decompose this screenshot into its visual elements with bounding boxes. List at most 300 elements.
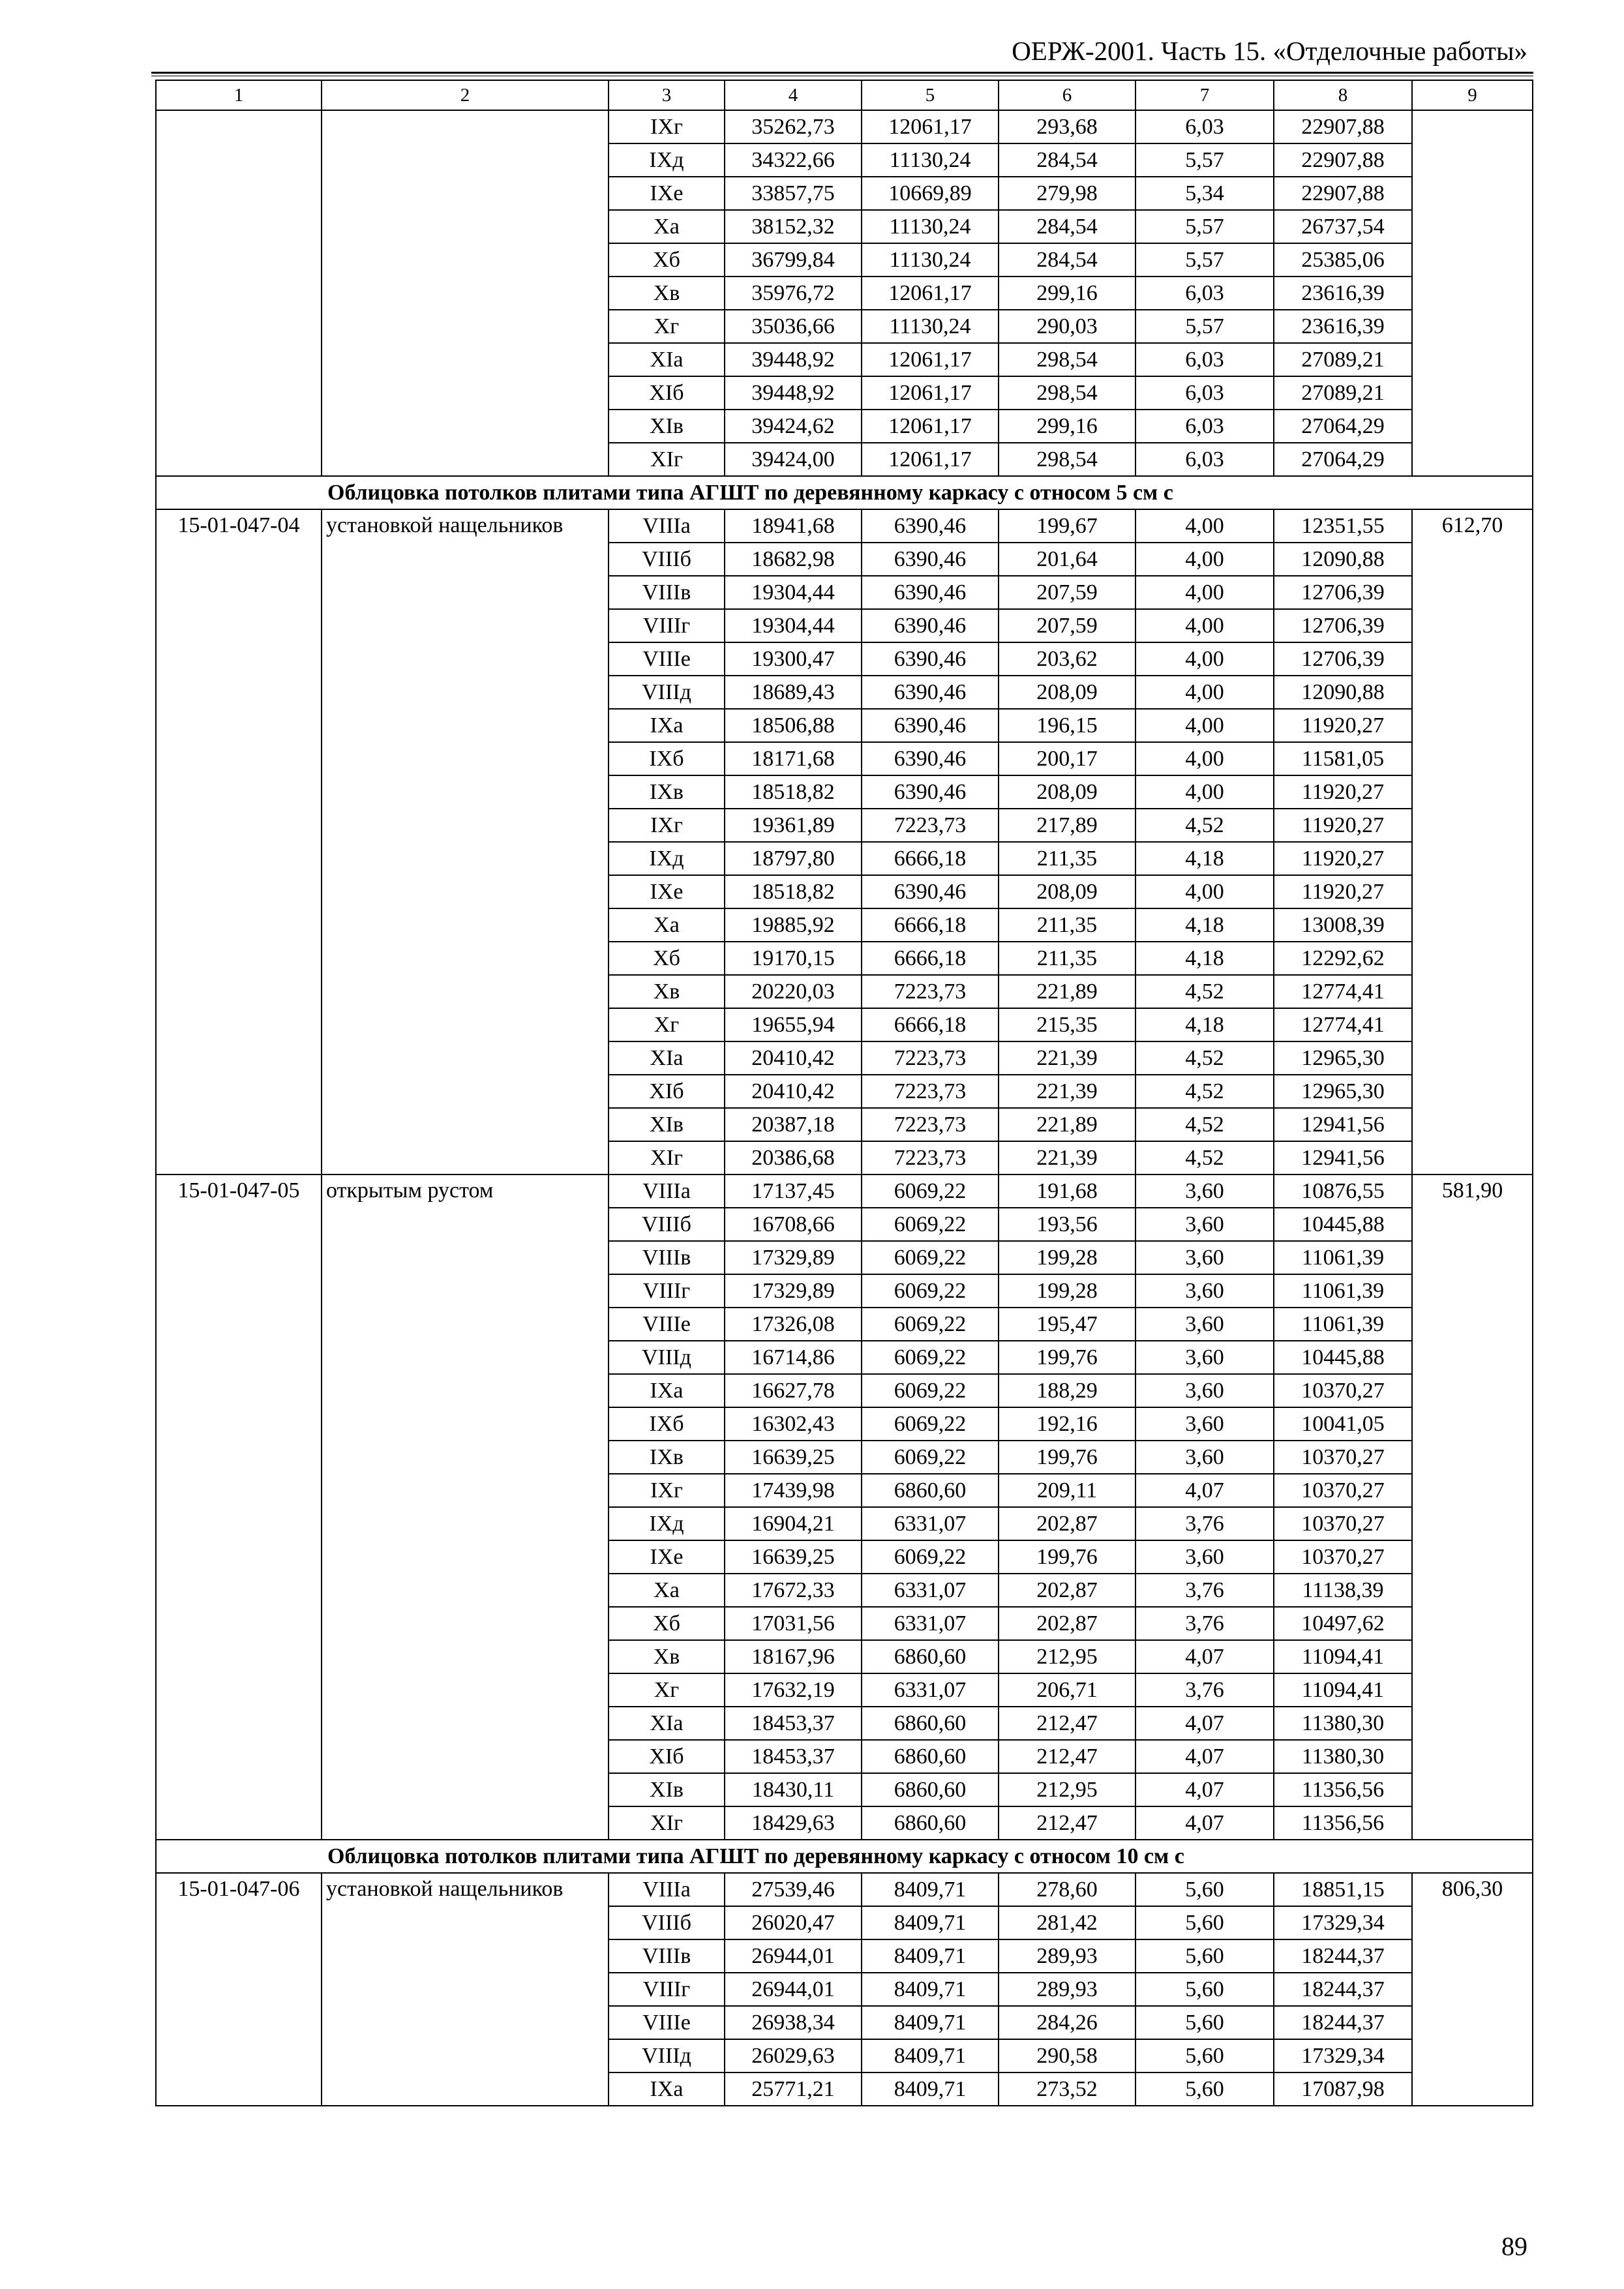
direct-cost-cell: 27539,46: [725, 1873, 862, 1906]
materials-cost-cell: 18851,15: [1274, 1873, 1412, 1906]
machinist-wage-cell: 4,52: [1135, 975, 1274, 1008]
materials-cost-cell: 12941,56: [1274, 1108, 1412, 1141]
category-cell: IXв: [609, 1441, 725, 1474]
machinist-wage-cell: 3,60: [1135, 1308, 1274, 1341]
section-heading-row: [156, 476, 1533, 509]
work-description-cell: установкой нащельников: [322, 509, 609, 1174]
direct-cost-cell: 18506,88: [725, 709, 862, 742]
materials-cost-cell: 17329,34: [1274, 1906, 1412, 1939]
direct-cost-cell: 18430,11: [725, 1773, 862, 1806]
machinist-wage-cell: 4,07: [1135, 1806, 1274, 1840]
category-cell: Xа: [609, 210, 725, 243]
table-row: [156, 509, 1533, 543]
labor-cost-cell: 6069,22: [862, 1174, 999, 1208]
labor-cost-cell: 6069,22: [862, 1441, 999, 1474]
machinist-wage-cell: 4,52: [1135, 1075, 1274, 1108]
machine-cost-cell: 221,89: [999, 1108, 1135, 1141]
direct-cost-cell: 18941,68: [725, 509, 862, 543]
labor-cost-cell: 6666,18: [862, 1008, 999, 1041]
direct-cost-cell: 19361,89: [725, 809, 862, 842]
machinist-wage-cell: 5,57: [1135, 243, 1274, 277]
labor-cost-cell: 12061,17: [862, 343, 999, 376]
labor-cost-cell: 6390,46: [862, 642, 999, 676]
labor-cost-cell: 8409,71: [862, 1939, 999, 1973]
category-cell: XIа: [609, 1707, 725, 1740]
machine-cost-cell: 209,11: [999, 1474, 1135, 1507]
labor-cost-cell: 6860,60: [862, 1640, 999, 1673]
category-cell: VIIIб: [609, 543, 725, 576]
materials-cost-cell: 11920,27: [1274, 775, 1412, 809]
machine-cost-cell: 203,62: [999, 642, 1135, 676]
machine-cost-cell: 193,56: [999, 1208, 1135, 1241]
rate-code-cell: 15-01-047-06: [156, 1873, 322, 2106]
materials-cost-cell: 10445,88: [1274, 1208, 1412, 1241]
category-cell: VIIIе: [609, 642, 725, 676]
materials-cost-cell: 27064,29: [1274, 443, 1412, 476]
direct-cost-cell: 19885,92: [725, 908, 862, 942]
machine-cost-cell: 202,87: [999, 1607, 1135, 1640]
table-row: [156, 1174, 1533, 1208]
machinist-wage-cell: 3,76: [1135, 1607, 1274, 1640]
labor-cost-cell: 7223,73: [862, 975, 999, 1008]
direct-cost-cell: 17137,45: [725, 1174, 862, 1208]
machine-cost-cell: 299,16: [999, 277, 1135, 310]
labor-hours-cell: [1412, 110, 1533, 476]
machinist-wage-cell: 4,07: [1135, 1474, 1274, 1507]
column-number-cell: 3: [609, 80, 725, 110]
machine-cost-cell: 212,47: [999, 1707, 1135, 1740]
labor-cost-cell: 11130,24: [862, 143, 999, 177]
labor-cost-cell: 10669,89: [862, 177, 999, 210]
machinist-wage-cell: 4,00: [1135, 543, 1274, 576]
materials-cost-cell: 11061,39: [1274, 1241, 1412, 1274]
direct-cost-cell: 18797,80: [725, 842, 862, 875]
machine-cost-cell: 298,54: [999, 376, 1135, 410]
machinist-wage-cell: 6,03: [1135, 443, 1274, 476]
labor-cost-cell: 6666,18: [862, 942, 999, 975]
materials-cost-cell: 12090,88: [1274, 676, 1412, 709]
labor-cost-cell: 6069,22: [862, 1341, 999, 1374]
machine-cost-cell: 208,09: [999, 875, 1135, 908]
materials-cost-cell: 18244,37: [1274, 1973, 1412, 2006]
direct-cost-cell: 34322,66: [725, 143, 862, 177]
machinist-wage-cell: 3,60: [1135, 1274, 1274, 1308]
materials-cost-cell: 10445,88: [1274, 1341, 1412, 1374]
machinist-wage-cell: 4,18: [1135, 942, 1274, 975]
machine-cost-cell: 199,28: [999, 1274, 1135, 1308]
machinist-wage-cell: 5,60: [1135, 2039, 1274, 2072]
machinist-wage-cell: 5,60: [1135, 1939, 1274, 1973]
direct-cost-cell: 16714,86: [725, 1341, 862, 1374]
materials-cost-cell: 10370,27: [1274, 1374, 1412, 1407]
direct-cost-cell: 39448,92: [725, 376, 862, 410]
machinist-wage-cell: 5,60: [1135, 2072, 1274, 2106]
materials-cost-cell: 12965,30: [1274, 1075, 1412, 1108]
machine-cost-cell: 201,64: [999, 543, 1135, 576]
machine-cost-cell: 290,03: [999, 310, 1135, 343]
machine-cost-cell: 211,35: [999, 842, 1135, 875]
machinist-wage-cell: 5,60: [1135, 2006, 1274, 2039]
machinist-wage-cell: 3,60: [1135, 1341, 1274, 1374]
materials-cost-cell: 11920,27: [1274, 709, 1412, 742]
labor-hours-cell: 581,90: [1412, 1174, 1533, 1840]
machine-cost-cell: 281,42: [999, 1906, 1135, 1939]
category-cell: VIIIе: [609, 1308, 725, 1341]
direct-cost-cell: 20220,03: [725, 975, 862, 1008]
direct-cost-cell: 26938,34: [725, 2006, 862, 2039]
column-number-cell: 7: [1135, 80, 1274, 110]
category-cell: VIIIг: [609, 1274, 725, 1308]
machine-cost-cell: 202,87: [999, 1507, 1135, 1540]
machinist-wage-cell: 4,18: [1135, 1008, 1274, 1041]
labor-cost-cell: 6069,22: [862, 1308, 999, 1341]
category-cell: VIIIд: [609, 676, 725, 709]
direct-cost-cell: 35262,73: [725, 110, 862, 143]
category-cell: XIа: [609, 343, 725, 376]
labor-cost-cell: 6860,60: [862, 1474, 999, 1507]
direct-cost-cell: 39424,00: [725, 443, 862, 476]
labor-cost-cell: 8409,71: [862, 1906, 999, 1939]
section-heading: Облицовка потолков плитами типа АГШТ по деревянному каркасу с относом 5 см с: [156, 476, 1533, 509]
labor-cost-cell: 7223,73: [862, 1041, 999, 1075]
category-cell: VIIIв: [609, 1939, 725, 1973]
labor-cost-cell: 8409,71: [862, 2039, 999, 2072]
labor-cost-cell: 7223,73: [862, 809, 999, 842]
materials-cost-cell: 11094,41: [1274, 1673, 1412, 1707]
labor-cost-cell: 12061,17: [862, 443, 999, 476]
direct-cost-cell: 16302,43: [725, 1407, 862, 1441]
machinist-wage-cell: 5,57: [1135, 310, 1274, 343]
direct-cost-cell: 19300,47: [725, 642, 862, 676]
machine-cost-cell: 211,35: [999, 908, 1135, 942]
machinist-wage-cell: 5,57: [1135, 210, 1274, 243]
machinist-wage-cell: 5,60: [1135, 1906, 1274, 1939]
machine-cost-cell: 215,35: [999, 1008, 1135, 1041]
column-number-cell: 5: [862, 80, 999, 110]
machinist-wage-cell: 6,03: [1135, 410, 1274, 443]
materials-cost-cell: 12292,62: [1274, 942, 1412, 975]
labor-cost-cell: 12061,17: [862, 376, 999, 410]
materials-cost-cell: 12774,41: [1274, 975, 1412, 1008]
category-cell: IXг: [609, 110, 725, 143]
labor-cost-cell: 6390,46: [862, 742, 999, 775]
machinist-wage-cell: 3,60: [1135, 1208, 1274, 1241]
category-cell: VIIIе: [609, 2006, 725, 2039]
labor-cost-cell: 6666,18: [862, 842, 999, 875]
machinist-wage-cell: 3,76: [1135, 1507, 1274, 1540]
direct-cost-cell: 18167,96: [725, 1640, 862, 1673]
materials-cost-cell: 10370,27: [1274, 1507, 1412, 1540]
work-description-cell: установкой нащельников: [322, 1873, 609, 2106]
column-number-cell: 8: [1274, 80, 1412, 110]
machine-cost-cell: 284,54: [999, 243, 1135, 277]
category-cell: Xб: [609, 942, 725, 975]
section-heading-row: [156, 1840, 1533, 1873]
machinist-wage-cell: 4,07: [1135, 1640, 1274, 1673]
category-cell: IXд: [609, 842, 725, 875]
labor-cost-cell: 6390,46: [862, 775, 999, 809]
machine-cost-cell: 191,68: [999, 1174, 1135, 1208]
machine-cost-cell: 212,95: [999, 1773, 1135, 1806]
materials-cost-cell: 12706,39: [1274, 576, 1412, 609]
machinist-wage-cell: 6,03: [1135, 110, 1274, 143]
category-cell: VIIIг: [609, 1973, 725, 2006]
category-cell: Xб: [609, 243, 725, 277]
materials-cost-cell: 13008,39: [1274, 908, 1412, 942]
labor-cost-cell: 6069,22: [862, 1274, 999, 1308]
category-cell: Xа: [609, 1574, 725, 1607]
labor-hours-cell: 612,70: [1412, 509, 1533, 1174]
materials-cost-cell: 27089,21: [1274, 376, 1412, 410]
machine-cost-cell: 202,87: [999, 1574, 1135, 1607]
materials-cost-cell: 12941,56: [1274, 1141, 1412, 1174]
category-cell: XIб: [609, 1740, 725, 1773]
machine-cost-cell: 273,52: [999, 2072, 1135, 2106]
category-cell: Xб: [609, 1607, 725, 1640]
machinist-wage-cell: 3,60: [1135, 1374, 1274, 1407]
direct-cost-cell: 17439,98: [725, 1474, 862, 1507]
column-number-cell: 9: [1412, 80, 1533, 110]
machine-cost-cell: 284,26: [999, 2006, 1135, 2039]
category-cell: IXб: [609, 742, 725, 775]
direct-cost-cell: 18518,82: [725, 775, 862, 809]
category-cell: IXа: [609, 1374, 725, 1407]
labor-cost-cell: 6069,22: [862, 1407, 999, 1441]
direct-cost-cell: 26944,01: [725, 1939, 862, 1973]
direct-cost-cell: 26029,63: [725, 2039, 862, 2072]
materials-cost-cell: 11920,27: [1274, 842, 1412, 875]
machine-cost-cell: 211,35: [999, 942, 1135, 975]
materials-cost-cell: 18244,37: [1274, 2006, 1412, 2039]
materials-cost-cell: 11920,27: [1274, 875, 1412, 908]
category-cell: Xг: [609, 1673, 725, 1707]
direct-cost-cell: 16627,78: [725, 1374, 862, 1407]
materials-cost-cell: 23616,39: [1274, 310, 1412, 343]
rates-table: [155, 80, 1533, 2106]
machinist-wage-cell: 5,57: [1135, 143, 1274, 177]
labor-cost-cell: 12061,17: [862, 277, 999, 310]
machine-cost-cell: 217,89: [999, 809, 1135, 842]
labor-cost-cell: 6860,60: [862, 1773, 999, 1806]
labor-cost-cell: 6331,07: [862, 1574, 999, 1607]
machinist-wage-cell: 4,07: [1135, 1773, 1274, 1806]
machine-cost-cell: 284,54: [999, 210, 1135, 243]
category-cell: XIв: [609, 1108, 725, 1141]
machinist-wage-cell: 4,18: [1135, 908, 1274, 942]
labor-cost-cell: 6860,60: [862, 1740, 999, 1773]
machinist-wage-cell: 4,52: [1135, 809, 1274, 842]
direct-cost-cell: 35036,66: [725, 310, 862, 343]
machine-cost-cell: 208,09: [999, 775, 1135, 809]
rate-code-cell: [156, 110, 322, 476]
direct-cost-cell: 18682,98: [725, 543, 862, 576]
direct-cost-cell: 19304,44: [725, 576, 862, 609]
machinist-wage-cell: 6,03: [1135, 343, 1274, 376]
materials-cost-cell: 18244,37: [1274, 1939, 1412, 1973]
table-row: [156, 110, 1533, 143]
labor-cost-cell: 6390,46: [862, 576, 999, 609]
category-cell: VIIIг: [609, 609, 725, 642]
column-number-cell: 2: [322, 80, 609, 110]
machine-cost-cell: 212,47: [999, 1806, 1135, 1840]
category-cell: IXа: [609, 2072, 725, 2106]
machinist-wage-cell: 4,52: [1135, 1108, 1274, 1141]
category-cell: IXе: [609, 1540, 725, 1574]
labor-cost-cell: 7223,73: [862, 1108, 999, 1141]
machinist-wage-cell: 3,76: [1135, 1574, 1274, 1607]
category-cell: VIIIб: [609, 1906, 725, 1939]
materials-cost-cell: 11356,56: [1274, 1806, 1412, 1840]
category-cell: IXг: [609, 1474, 725, 1507]
direct-cost-cell: 16708,66: [725, 1208, 862, 1241]
direct-cost-cell: 20410,42: [725, 1041, 862, 1075]
category-cell: IXб: [609, 1407, 725, 1441]
column-number-cell: 4: [725, 80, 862, 110]
header-rule: [151, 72, 1533, 76]
direct-cost-cell: 39424,62: [725, 410, 862, 443]
materials-cost-cell: 23616,39: [1274, 277, 1412, 310]
materials-cost-cell: 27064,29: [1274, 410, 1412, 443]
labor-cost-cell: 6390,46: [862, 609, 999, 642]
machinist-wage-cell: 3,76: [1135, 1673, 1274, 1707]
category-cell: XIб: [609, 376, 725, 410]
materials-cost-cell: 10497,62: [1274, 1607, 1412, 1640]
machinist-wage-cell: 4,52: [1135, 1141, 1274, 1174]
machinist-wage-cell: 4,00: [1135, 875, 1274, 908]
direct-cost-cell: 17326,08: [725, 1308, 862, 1341]
materials-cost-cell: 12351,55: [1274, 509, 1412, 543]
machine-cost-cell: 221,89: [999, 975, 1135, 1008]
machine-cost-cell: 188,29: [999, 1374, 1135, 1407]
materials-cost-cell: 17087,98: [1274, 2072, 1412, 2106]
category-cell: Xв: [609, 1640, 725, 1673]
machine-cost-cell: 196,15: [999, 709, 1135, 742]
materials-cost-cell: 10370,27: [1274, 1474, 1412, 1507]
labor-cost-cell: 7223,73: [862, 1141, 999, 1174]
labor-cost-cell: 7223,73: [862, 1075, 999, 1108]
category-cell: Xг: [609, 310, 725, 343]
category-cell: Xв: [609, 975, 725, 1008]
direct-cost-cell: 36799,84: [725, 243, 862, 277]
work-description-cell: открытым рустом: [322, 1174, 609, 1840]
labor-hours-cell: 806,30: [1412, 1873, 1533, 2106]
category-cell: VIIIа: [609, 1174, 725, 1208]
labor-cost-cell: 6390,46: [862, 543, 999, 576]
direct-cost-cell: 26020,47: [725, 1906, 862, 1939]
rates-table-body: [156, 80, 1533, 2106]
category-cell: XIг: [609, 1141, 725, 1174]
page-header-title: ОЕРЖ-2001. Часть 15. «Отделочные работы»: [1012, 36, 1527, 66]
labor-cost-cell: 6069,22: [862, 1241, 999, 1274]
labor-cost-cell: 6331,07: [862, 1673, 999, 1707]
machine-cost-cell: 221,39: [999, 1141, 1135, 1174]
materials-cost-cell: 11581,05: [1274, 742, 1412, 775]
labor-cost-cell: 12061,17: [862, 110, 999, 143]
column-number-cell: 6: [999, 80, 1135, 110]
direct-cost-cell: 20387,18: [725, 1108, 862, 1141]
direct-cost-cell: 17329,89: [725, 1274, 862, 1308]
materials-cost-cell: 12706,39: [1274, 642, 1412, 676]
category-cell: IXд: [609, 1507, 725, 1540]
machinist-wage-cell: 3,60: [1135, 1441, 1274, 1474]
machinist-wage-cell: 5,60: [1135, 1973, 1274, 2006]
direct-cost-cell: 35976,72: [725, 277, 862, 310]
labor-cost-cell: 6331,07: [862, 1607, 999, 1640]
materials-cost-cell: 11380,30: [1274, 1740, 1412, 1773]
labor-cost-cell: 6069,22: [862, 1540, 999, 1574]
labor-cost-cell: 8409,71: [862, 1873, 999, 1906]
section-heading: Облицовка потолков плитами типа АГШТ по деревянному каркасу с относом 10 см с: [156, 1840, 1533, 1873]
machinist-wage-cell: 4,00: [1135, 709, 1274, 742]
labor-cost-cell: 11130,24: [862, 310, 999, 343]
direct-cost-cell: 25771,21: [725, 2072, 862, 2106]
labor-cost-cell: 12061,17: [862, 410, 999, 443]
category-cell: IXв: [609, 775, 725, 809]
direct-cost-cell: 18453,37: [725, 1740, 862, 1773]
direct-cost-cell: 18171,68: [725, 742, 862, 775]
machine-cost-cell: 206,71: [999, 1673, 1135, 1707]
machine-cost-cell: 293,68: [999, 110, 1135, 143]
direct-cost-cell: 18518,82: [725, 875, 862, 908]
machine-cost-cell: 200,17: [999, 742, 1135, 775]
machinist-wage-cell: 5,60: [1135, 1873, 1274, 1906]
direct-cost-cell: 16639,25: [725, 1441, 862, 1474]
direct-cost-cell: 19655,94: [725, 1008, 862, 1041]
category-cell: Xг: [609, 1008, 725, 1041]
column-number-row: [156, 80, 1533, 110]
labor-cost-cell: 11130,24: [862, 210, 999, 243]
materials-cost-cell: 11380,30: [1274, 1707, 1412, 1740]
machinist-wage-cell: 4,00: [1135, 609, 1274, 642]
machinist-wage-cell: 4,00: [1135, 509, 1274, 543]
materials-cost-cell: 11920,27: [1274, 809, 1412, 842]
category-cell: Xв: [609, 277, 725, 310]
materials-cost-cell: 11094,41: [1274, 1640, 1412, 1673]
labor-cost-cell: 6860,60: [862, 1806, 999, 1840]
machine-cost-cell: 289,93: [999, 1939, 1135, 1973]
category-cell: IXд: [609, 143, 725, 177]
direct-cost-cell: 39448,92: [725, 343, 862, 376]
category-cell: VIIIд: [609, 1341, 725, 1374]
direct-cost-cell: 20410,42: [725, 1075, 862, 1108]
machinist-wage-cell: 4,00: [1135, 775, 1274, 809]
materials-cost-cell: 26737,54: [1274, 210, 1412, 243]
materials-cost-cell: 10370,27: [1274, 1540, 1412, 1574]
category-cell: VIIIа: [609, 1873, 725, 1906]
materials-cost-cell: 11356,56: [1274, 1773, 1412, 1806]
machinist-wage-cell: 3,60: [1135, 1407, 1274, 1441]
direct-cost-cell: 19170,15: [725, 942, 862, 975]
machine-cost-cell: 299,16: [999, 410, 1135, 443]
machinist-wage-cell: 3,60: [1135, 1174, 1274, 1208]
category-cell: VIIIб: [609, 1208, 725, 1241]
column-number-cell: 1: [156, 80, 322, 110]
materials-cost-cell: 11061,39: [1274, 1308, 1412, 1341]
labor-cost-cell: 6069,22: [862, 1208, 999, 1241]
direct-cost-cell: 17632,19: [725, 1673, 862, 1707]
machine-cost-cell: 199,76: [999, 1341, 1135, 1374]
materials-cost-cell: 12706,39: [1274, 609, 1412, 642]
category-cell: XIг: [609, 443, 725, 476]
materials-cost-cell: 12774,41: [1274, 1008, 1412, 1041]
machine-cost-cell: 208,09: [999, 676, 1135, 709]
machine-cost-cell: 221,39: [999, 1075, 1135, 1108]
machinist-wage-cell: 4,00: [1135, 642, 1274, 676]
materials-cost-cell: 25385,06: [1274, 243, 1412, 277]
labor-cost-cell: 8409,71: [862, 2006, 999, 2039]
labor-cost-cell: 6390,46: [862, 709, 999, 742]
materials-cost-cell: 11061,39: [1274, 1274, 1412, 1308]
